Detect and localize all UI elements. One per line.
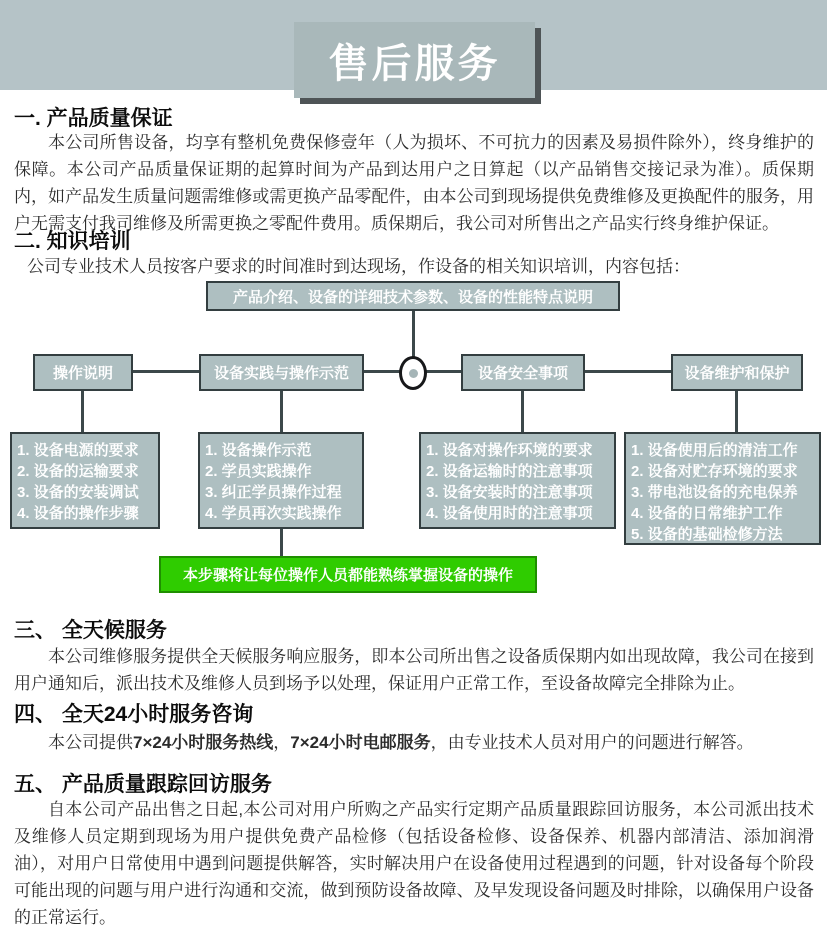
connector-list2-to-conclusion	[280, 529, 283, 556]
branch-box-operation	[33, 354, 133, 391]
list-item: 1. 设备操作示范	[205, 442, 312, 459]
branch-list-operation	[10, 432, 160, 529]
section-3-body: 本公司维修服务提供全天候服务响应服务，即本公司所出售之设备质保期内如出现故障，我公司在接到用户通知后，派出技术及维修人员到场予以处理，保证用户正常工作，至设备故障完全排除为止。	[14, 647, 814, 693]
list-item: 2. 学员实践操作	[205, 463, 312, 480]
list-item: 3. 设备的安装调试	[17, 484, 139, 501]
page-title	[294, 22, 535, 98]
list-item: 4. 设备使用时的注意事项	[426, 505, 593, 522]
section-4-email: 7×24小时电邮服务	[290, 733, 431, 752]
connector-branch3-to-list	[521, 391, 524, 432]
section-1-heading: 一. 产品质量保证	[14, 107, 173, 130]
flowchart-hub-circle	[399, 356, 427, 390]
branch-box-maintenance	[671, 354, 803, 391]
section-4-text: ，	[273, 733, 291, 752]
list-item: 4. 设备的操作步骤	[17, 505, 139, 522]
section-2-heading: 二. 知识培训	[14, 230, 131, 253]
section-3-heading: 三、 全天候服务	[14, 619, 167, 642]
branch-box-practice-label: 设备实践与操作示范	[213, 365, 349, 382]
connector-branch1-to-list	[81, 391, 84, 432]
list-item: 3. 带电池设备的充电保养	[631, 484, 798, 501]
branch-box-safety-label: 设备安全事项	[477, 365, 568, 382]
section-4-text: 本公司提供	[48, 733, 133, 752]
list-item: 1. 设备使用后的清洁工作	[631, 442, 798, 459]
list-item: 3. 纠正学员操作过程	[205, 484, 342, 501]
connector-branch2-to-list	[280, 391, 283, 432]
section-5-heading: 五、 产品质量跟踪回访服务	[14, 773, 272, 796]
page-title-text: 售后服务	[328, 41, 501, 86]
branch-list-safety	[419, 432, 616, 529]
section-4-hotline: 7×24小时服务热线	[133, 733, 274, 752]
list-item: 3. 设备安装时的注意事项	[426, 484, 593, 501]
flowchart-hub-dot	[409, 369, 418, 378]
list-item: 1. 设备对操作环境的要求	[426, 442, 593, 459]
branch-box-maintenance-label: 设备维护和保护	[684, 365, 790, 382]
list-item: 4. 设备的日常维护工作	[631, 505, 783, 522]
connector-branch4-to-list	[735, 391, 738, 432]
list-item: 5. 设备的基础检修方法	[631, 526, 783, 543]
branch-box-practice	[199, 354, 364, 391]
section-4-text: ，由专业技术人员对用户的问题进行解答。	[430, 733, 754, 752]
list-item: 1. 设备电源的要求	[17, 442, 139, 459]
list-item: 2. 设备运输时的注意事项	[426, 463, 593, 480]
branch-box-safety	[461, 354, 585, 391]
section-1-body: 本公司所售设备，均享有整机免费保修壹年（人为损坏、不可抗力的因素及易损件除外），终身维护的保障。本公司产品质量保证期的起算时间为产品到达用户之日算起（以产品销售交接记录为准）。质保期内，如产品发生质量问题需维修或需更换产品零配件，由本公司到现场提供免费维修及更换配件的服务，用户无需支付我司维修及所需更换之零配件费用。质保期后，我公司对所售出之产品实行终身维护保证。	[14, 133, 814, 233]
section-5-body: 自本公司产品出售之日起,本公司对用户所购之产品实行定期产品质量跟踪回访服务，本公司派出技术及维修人员定期到现场为用户提供免费产品检修（包括设备检修、设备保养、机器内部清洁、添加润滑油），对用户日常使用中遇到问题提供解答，实时解决用户在设备使用过程遇到的问题，针对设备每个阶段可能出现的问题与用户进行沟通和交流，做到预防设备故障、及早发现设备问题及时排除，以确保用户设备的正常运行。	[14, 800, 814, 927]
section-4-body	[14, 729, 814, 756]
section-4-heading: 四、 全天24小时服务咨询	[14, 703, 254, 726]
branch-list-maintenance	[624, 432, 821, 545]
conclusion-label: 本步骤将让每位操作人员都能熟练掌握设备的操作	[182, 567, 513, 584]
branch-list-practice	[198, 432, 364, 529]
list-item: 4. 学员再次实践操作	[205, 505, 342, 522]
section-2-intro: 公司专业技术人员按客户要求的时间准时到达现场，作设备的相关知识培训，内容包括：	[27, 257, 690, 276]
branch-box-operation-label: 操作说明	[52, 365, 113, 382]
conclusion-box	[159, 556, 537, 593]
list-item: 2. 设备对贮存环境的要求	[631, 463, 798, 480]
list-item: 2. 设备的运输要求	[17, 463, 139, 480]
flowchart-root-box	[206, 281, 620, 311]
flowchart-root-label: 产品介绍、设备的详细技术参数、设备的性能特点说明	[232, 288, 593, 306]
